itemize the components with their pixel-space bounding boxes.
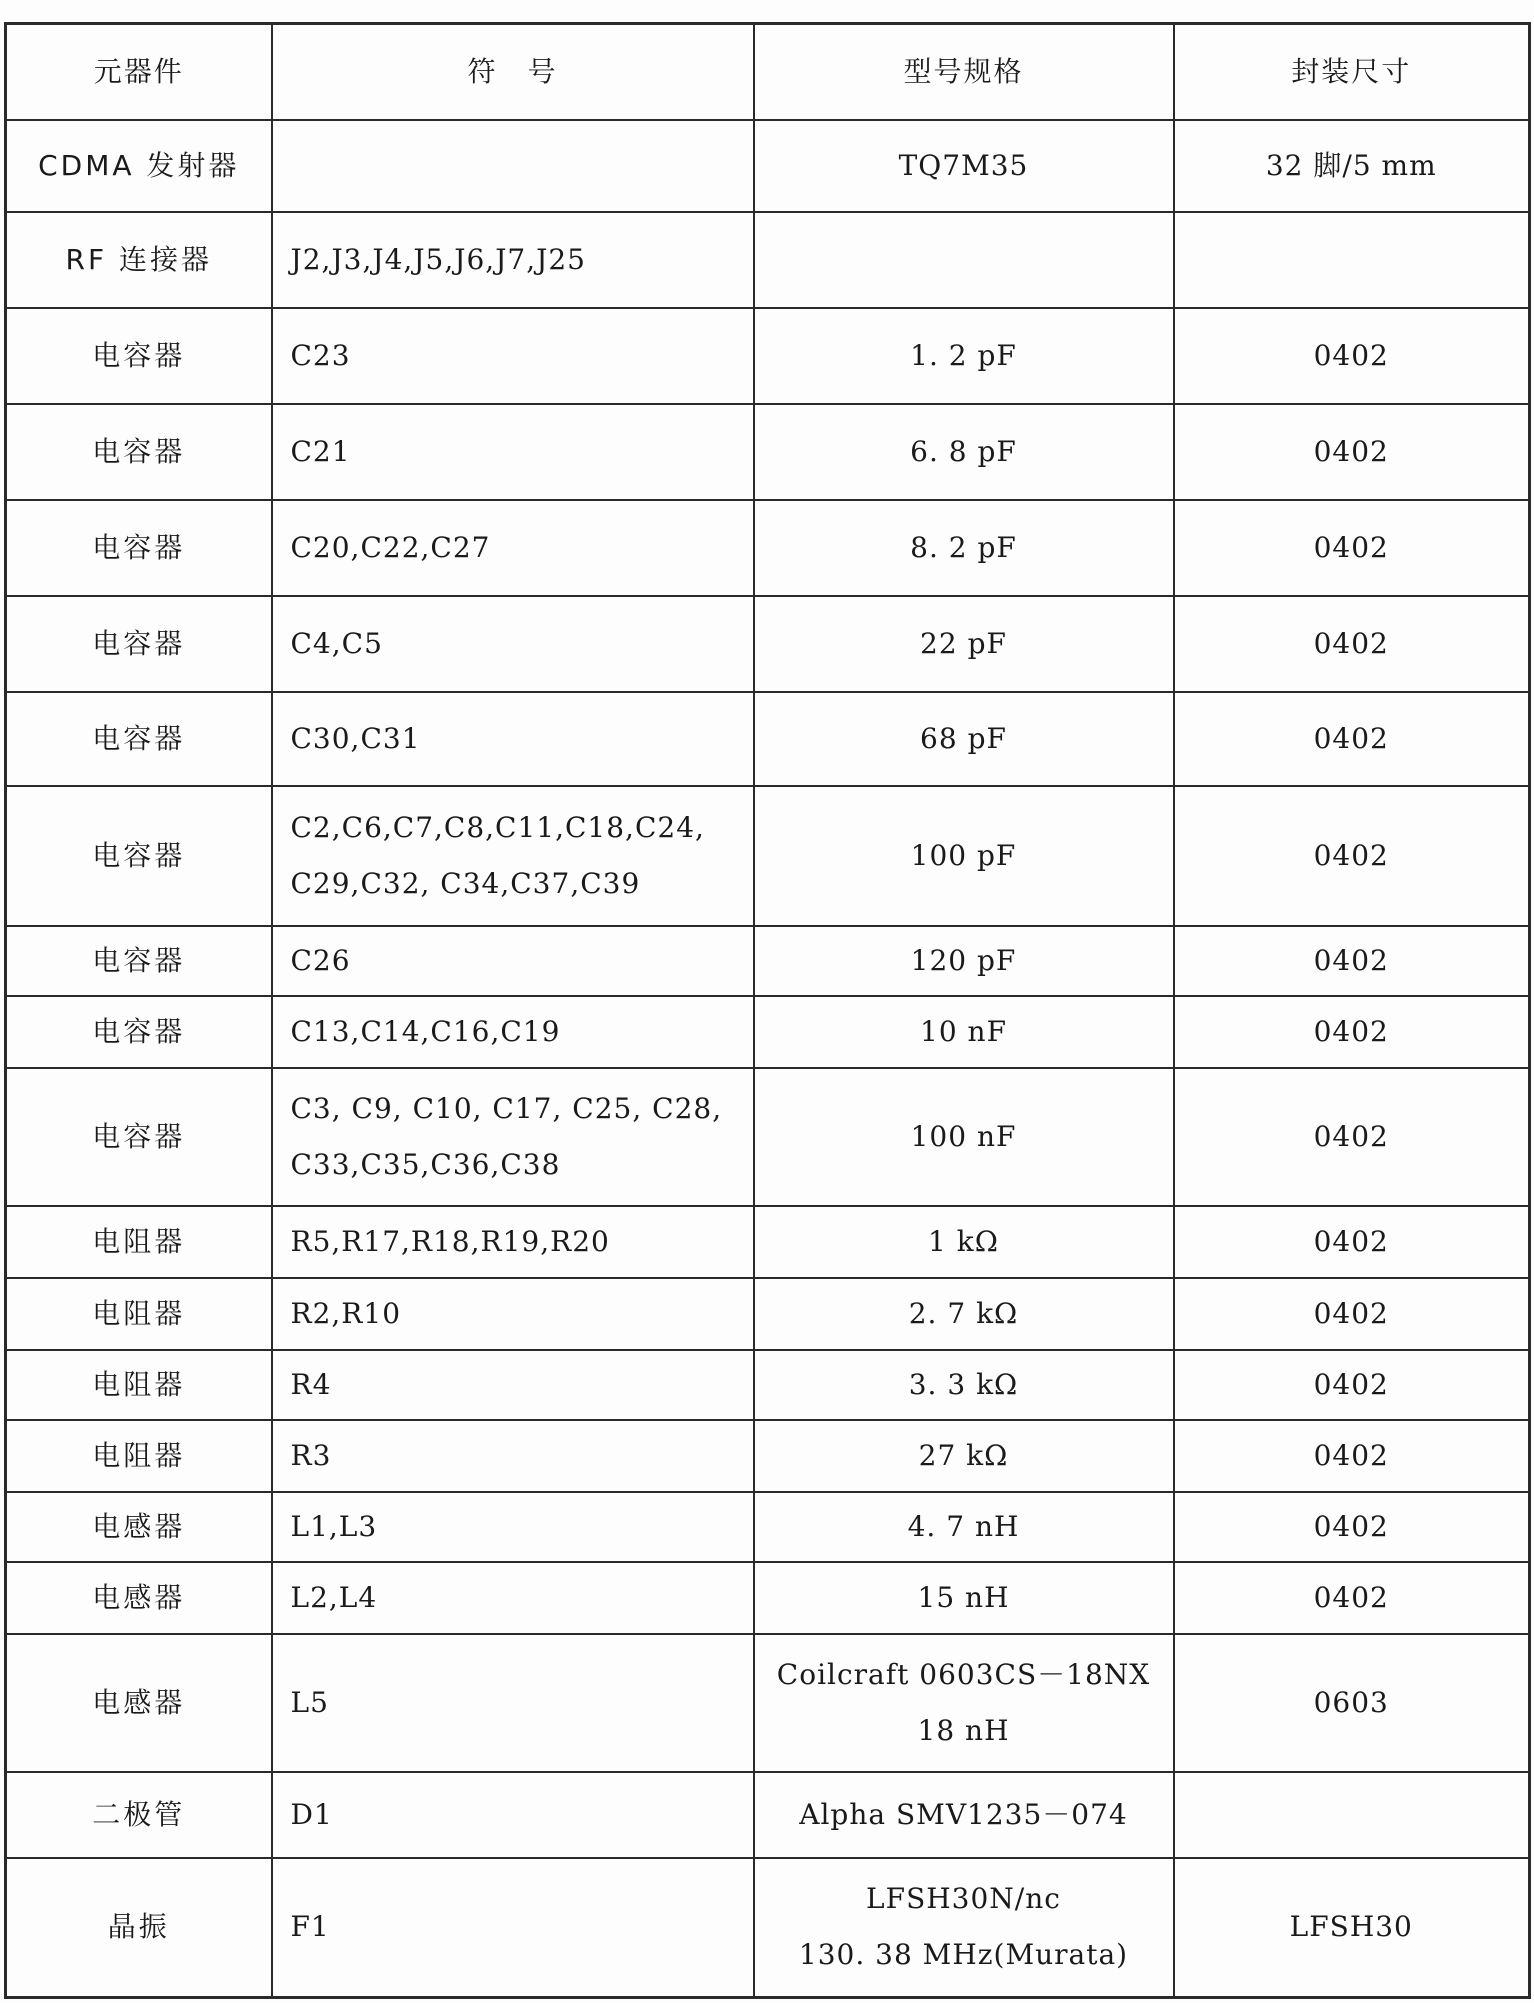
symbol-line: L1,L3 [290, 1509, 378, 1543]
header-symbol: 符 号 [272, 24, 754, 120]
table-row [6, 308, 1530, 404]
cell-package [1174, 1772, 1530, 1858]
cell-symbol [272, 1350, 754, 1420]
table-row [6, 692, 1530, 786]
spec-line: 100 nF [910, 1119, 1017, 1153]
spec-line: 18 nH [917, 1713, 1010, 1747]
symbol-line: C13,C14,C16,C19 [290, 1014, 561, 1048]
cell-package: 0402 [1174, 1492, 1530, 1562]
cell-symbol [272, 692, 754, 786]
spec-line: Alpha SMV1235－074 [799, 1797, 1128, 1831]
header-row [6, 24, 1530, 120]
cell-spec [754, 996, 1174, 1068]
cell-component: 晶振 [6, 1858, 272, 1998]
spec-line: TQ7M35 [898, 148, 1029, 182]
cell-package: 0402 [1174, 596, 1530, 692]
symbol-line: C2,C6,C7,C8,C11,C18,C24, [290, 810, 705, 844]
cell-symbol [272, 1068, 754, 1206]
spec-line: 3. 3 kΩ [908, 1367, 1019, 1401]
spec-line: 22 pF [920, 626, 1007, 660]
cell-component: 电容器 [6, 308, 272, 404]
cell-spec [754, 308, 1174, 404]
symbol-line: C33,C35,C36,C38 [290, 1147, 561, 1181]
cell-component: 电容器 [6, 500, 272, 596]
cell-symbol [272, 1206, 754, 1278]
table-row [6, 926, 1530, 996]
cell-component: 电容器 [6, 1068, 272, 1206]
cell-spec [754, 692, 1174, 786]
cell-component: 电感器 [6, 1562, 272, 1634]
cell-component: 电阻器 [6, 1278, 272, 1350]
cell-component: 电感器 [6, 1492, 272, 1562]
cell-spec [754, 404, 1174, 500]
cell-package: 0402 [1174, 404, 1530, 500]
symbol-line: C21 [290, 434, 351, 468]
table-body [6, 120, 1530, 1998]
cell-component: 电阻器 [6, 1206, 272, 1278]
cell-spec [754, 1420, 1174, 1492]
cell-symbol [272, 996, 754, 1068]
cell-spec [754, 500, 1174, 596]
header-package: 封装尺寸 [1174, 24, 1530, 120]
cell-package: 0402 [1174, 926, 1530, 996]
cell-spec [754, 926, 1174, 996]
symbol-line: C26 [290, 943, 351, 977]
table-row [6, 596, 1530, 692]
spec-line: Coilcraft 0603CS－18NX [776, 1657, 1151, 1691]
cell-spec [754, 1206, 1174, 1278]
cell-symbol [272, 1858, 754, 1998]
cell-package: 0402 [1174, 1350, 1530, 1420]
cell-component: 电容器 [6, 996, 272, 1068]
cell-component: 电容器 [6, 404, 272, 500]
spec-line: 10 nF [920, 1014, 1007, 1048]
cell-component: 电阻器 [6, 1350, 272, 1420]
table-row [6, 1858, 1530, 1998]
cell-spec [754, 1858, 1174, 1998]
cell-spec [754, 596, 1174, 692]
header-spec: 型号规格 [754, 24, 1174, 120]
symbol-line: R3 [290, 1438, 332, 1472]
cell-symbol [272, 926, 754, 996]
table-row [6, 500, 1530, 596]
spec-line: 4. 7 nH [907, 1509, 1020, 1543]
cell-component: RF 连接器 [6, 212, 272, 308]
cell-symbol [272, 1634, 754, 1772]
table-row [6, 1068, 1530, 1206]
cell-component: 电感器 [6, 1634, 272, 1772]
cell-symbol [272, 1278, 754, 1350]
cell-symbol [272, 1492, 754, 1562]
cell-package: 0402 [1174, 500, 1530, 596]
table-row [6, 1772, 1530, 1858]
cell-component: 二极管 [6, 1772, 272, 1858]
cell-spec [754, 1634, 1174, 1772]
table-row [6, 1492, 1530, 1562]
cell-spec [754, 1278, 1174, 1350]
table-row [6, 120, 1530, 212]
cell-component: 电容器 [6, 926, 272, 996]
cell-component: 电容器 [6, 596, 272, 692]
cell-package: 0402 [1174, 308, 1530, 404]
cell-symbol [272, 120, 754, 212]
cell-symbol [272, 1420, 754, 1492]
spec-line: LFSH30N/nc [866, 1882, 1061, 1916]
cell-spec [754, 1772, 1174, 1858]
symbol-line: F1 [290, 1910, 330, 1944]
table-row [6, 1420, 1530, 1492]
cell-spec [754, 120, 1174, 212]
symbol-line: C29,C32, C34,C37,C39 [290, 866, 641, 900]
cell-component: 电容器 [6, 692, 272, 786]
symbol-line: C4,C5 [290, 626, 383, 660]
spec-line: 2. 7 kΩ [908, 1296, 1019, 1330]
cell-package: 0402 [1174, 786, 1530, 926]
symbol-line: C20,C22,C27 [290, 530, 491, 564]
cell-package [1174, 212, 1530, 308]
spec-line: 120 pF [910, 943, 1017, 977]
cell-package: 0402 [1174, 1206, 1530, 1278]
cell-symbol [272, 404, 754, 500]
cell-symbol [272, 308, 754, 404]
cell-spec [754, 1562, 1174, 1634]
cell-spec [754, 786, 1174, 926]
spec-line: 27 kΩ [918, 1438, 1009, 1472]
spec-line: 1 kΩ [928, 1224, 999, 1258]
cell-package: 32 脚/5 mm [1174, 120, 1530, 212]
spec-line: 1. 2 pF [910, 338, 1017, 372]
component-table [4, 22, 1531, 1999]
cell-symbol [272, 596, 754, 692]
cell-symbol [272, 212, 754, 308]
cell-spec [754, 1492, 1174, 1562]
cell-package: 0402 [1174, 996, 1530, 1068]
cell-package: 0402 [1174, 692, 1530, 786]
spec-line: 8. 2 pF [910, 530, 1017, 564]
table-row [6, 1350, 1530, 1420]
cell-symbol [272, 786, 754, 926]
spec-line: 130. 38 MHz(Murata) [798, 1938, 1129, 1972]
cell-spec [754, 212, 1174, 308]
cell-package: 0402 [1174, 1278, 1530, 1350]
header-component: 元器件 [6, 24, 272, 120]
cell-package: 0402 [1174, 1068, 1530, 1206]
symbol-line: R4 [290, 1367, 332, 1401]
table-row [6, 404, 1530, 500]
cell-symbol [272, 1772, 754, 1858]
table-row [6, 212, 1530, 308]
cell-package: 0402 [1174, 1562, 1530, 1634]
cell-component: 电阻器 [6, 1420, 272, 1492]
symbol-line: D1 [290, 1797, 333, 1831]
cell-symbol [272, 500, 754, 596]
cell-spec [754, 1350, 1174, 1420]
symbol-line: R2,R10 [290, 1296, 402, 1330]
cell-package: LFSH30 [1174, 1858, 1530, 1998]
cell-component: 电容器 [6, 786, 272, 926]
table-row [6, 1562, 1530, 1634]
cell-package: 0402 [1174, 1420, 1530, 1492]
cell-package: 0603 [1174, 1634, 1530, 1772]
spec-line: 100 pF [910, 838, 1017, 872]
symbol-line: R5,R17,R18,R19,R20 [290, 1224, 610, 1258]
symbol-line: C23 [290, 338, 351, 372]
spec-line: 6. 8 pF [910, 434, 1017, 468]
symbol-line: C3, C9, C10, C17, C25, C28, [290, 1091, 723, 1125]
cell-spec [754, 1068, 1174, 1206]
symbol-line: L2,L4 [290, 1580, 378, 1614]
table-row [6, 1278, 1530, 1350]
table-row [6, 786, 1530, 926]
spec-line: 68 pF [920, 721, 1007, 755]
cell-symbol [272, 1562, 754, 1634]
symbol-line: L5 [290, 1685, 329, 1719]
spec-line: 15 nH [917, 1580, 1010, 1614]
table-row [6, 1206, 1530, 1278]
table-row [6, 996, 1530, 1068]
symbol-line: C30,C31 [290, 721, 421, 755]
cell-component: CDMA 发射器 [6, 120, 272, 212]
symbol-line: J2,J3,J4,J5,J6,J7,J25 [290, 242, 586, 276]
table-row [6, 1634, 1530, 1772]
